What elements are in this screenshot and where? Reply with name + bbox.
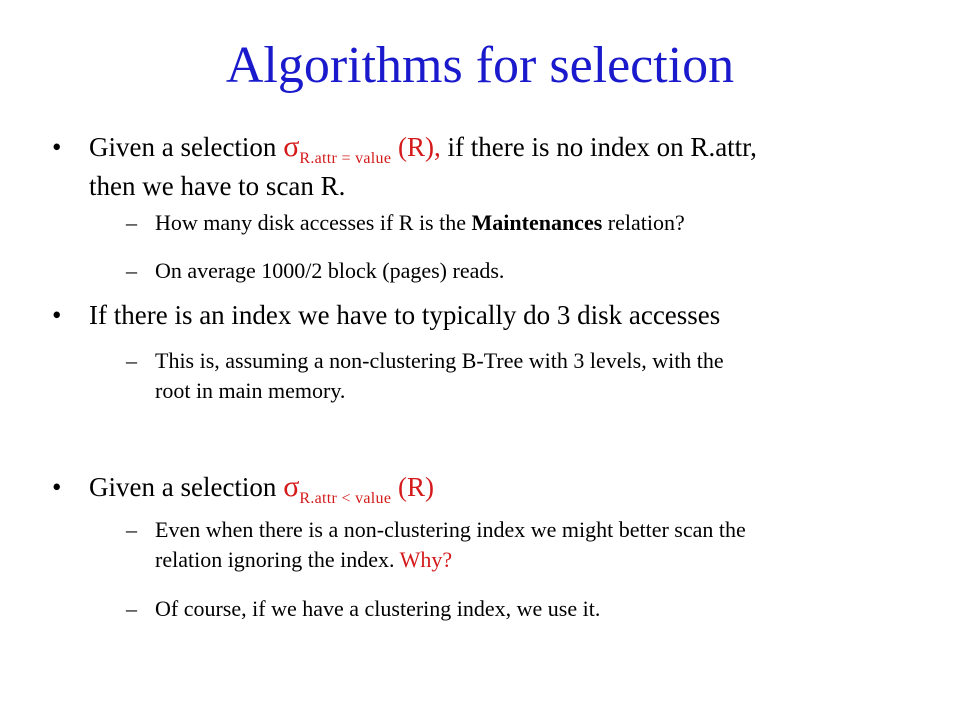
selection-condition: R.attr = value — [299, 150, 392, 167]
sub-text: On average 1000/2 block (pages) reads. — [155, 258, 505, 283]
bullet-text-post: if there is no index on R.attr, — [440, 132, 757, 162]
sub-disk-accesses-question — [126, 208, 926, 238]
why-question: Why? — [399, 547, 453, 572]
sub-average-reads — [126, 256, 926, 286]
bullet-text — [89, 130, 922, 203]
sub-btree-assumption — [126, 346, 926, 406]
bullet-range-selection — [52, 470, 922, 509]
sub-text-post: relation? — [602, 210, 685, 235]
bullet-index-accesses — [52, 298, 922, 332]
bullet-scan-without-index — [52, 130, 922, 203]
bullet-text — [89, 470, 922, 509]
sub-text-line2: relation ignoring the index. — [155, 547, 400, 572]
sigma-symbol: σ — [283, 470, 300, 503]
bullet-dot: • — [52, 300, 62, 330]
slide-title: Algorithms for selection — [225, 37, 735, 94]
sub-text — [155, 346, 926, 406]
bullet-text: If there is an index we have to typically do 3 disk accesses — [89, 300, 721, 330]
bullet-dot: • — [52, 472, 62, 502]
sigma-symbol: σ — [283, 130, 300, 163]
sub-text-line2: root in main memory. — [155, 378, 346, 403]
bullet-text-line2: then we have to scan R. — [89, 171, 346, 201]
sub-dash: – — [126, 258, 137, 283]
sub-dash: – — [126, 210, 137, 235]
sub-text — [155, 515, 926, 575]
sub-dash: – — [126, 517, 137, 542]
bullet-text-pre: Given a selection — [89, 472, 284, 502]
sub-clustering-index — [126, 594, 926, 624]
relation-r: (R), — [391, 132, 441, 162]
bullet-text-pre: Given a selection — [89, 132, 284, 162]
selection-condition: R.attr < value — [299, 490, 392, 507]
sub-scan-vs-index — [126, 515, 926, 575]
relation-r: (R) — [391, 472, 434, 502]
sub-dash: – — [126, 596, 137, 621]
bullet-dot: • — [52, 132, 62, 162]
sub-text-line1: Even when there is a non-clustering index we might better scan the — [155, 517, 746, 542]
relation-name: Maintenances — [471, 210, 603, 235]
sub-text — [155, 208, 926, 238]
sub-text-pre: How many disk accesses if R is the — [155, 210, 472, 235]
sub-text-line1: This is, assuming a non-clustering B-Tree with 3 levels, with the — [155, 348, 724, 373]
sub-dash: – — [126, 348, 137, 373]
sub-text: Of course, if we have a clustering index, we use it. — [155, 596, 601, 621]
